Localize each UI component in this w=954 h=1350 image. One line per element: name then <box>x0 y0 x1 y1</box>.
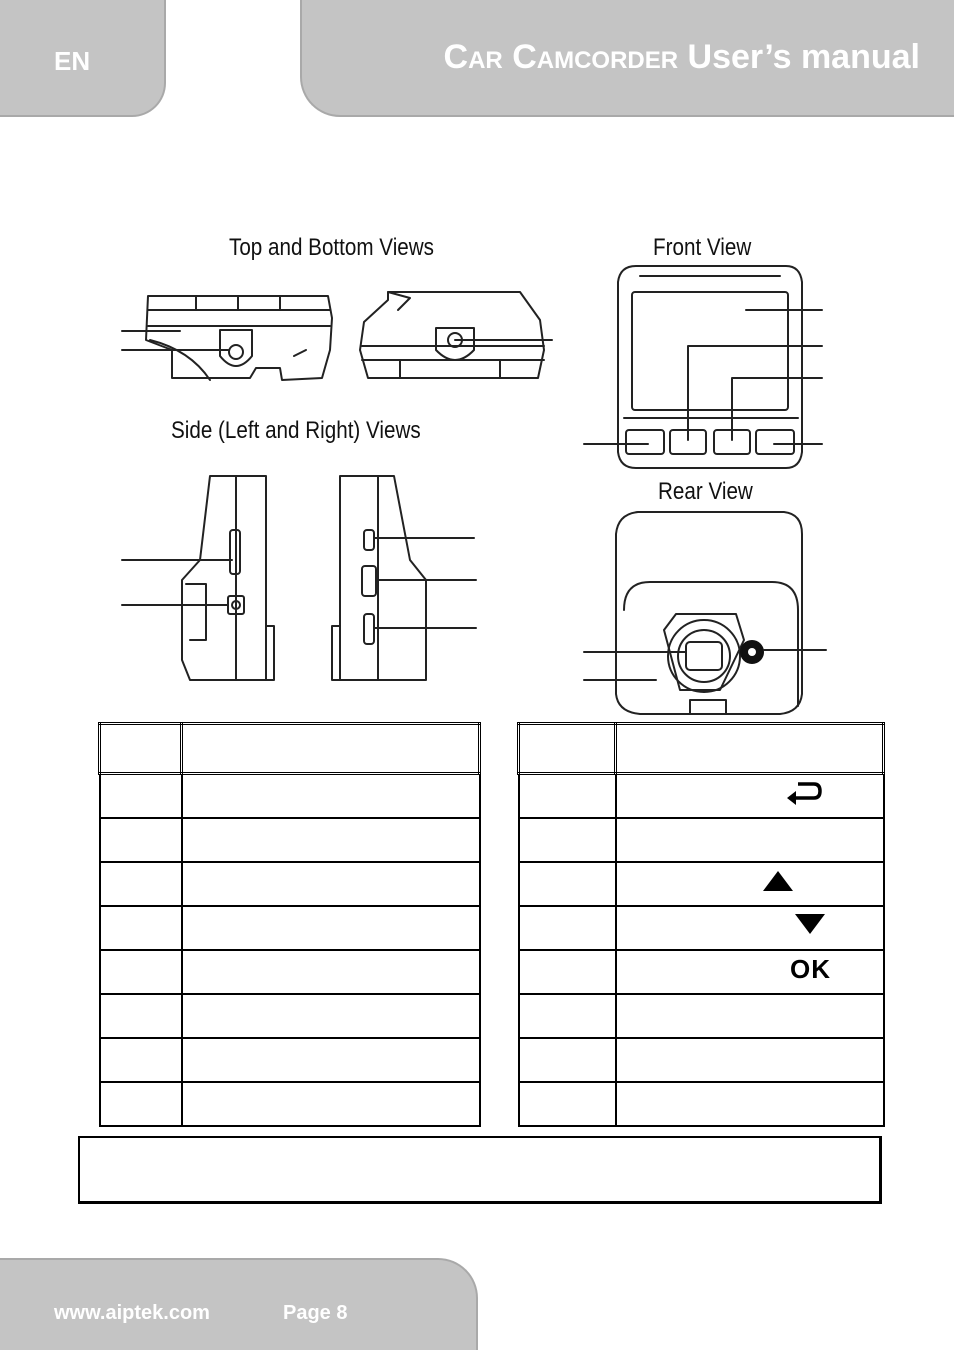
title-manual: User’s manual <box>687 38 920 76</box>
up-triangle-icon <box>762 870 794 892</box>
bottom-view-drawing <box>360 292 552 378</box>
title-product: Car Camcorder <box>443 38 679 76</box>
top-bottom-views-label: Top and Bottom Views <box>229 234 434 261</box>
table-row <box>100 1038 480 1082</box>
rear-view-label: Rear View <box>658 478 753 505</box>
ok-symbol: OK <box>790 954 831 984</box>
rear-view-drawing <box>584 512 826 714</box>
table-row <box>519 906 884 950</box>
table-row <box>519 994 884 1038</box>
table-row <box>100 906 480 950</box>
table-row <box>100 1082 480 1126</box>
footer-page-number: Page 8 <box>283 1302 348 1324</box>
top-view-drawing <box>122 296 332 380</box>
down-triangle-icon <box>794 913 826 935</box>
front-view-drawing <box>584 266 822 468</box>
table-header-row <box>100 724 480 774</box>
table-row <box>100 950 480 994</box>
table-row <box>100 994 480 1038</box>
footer-tab <box>0 1258 478 1350</box>
note-box <box>78 1136 882 1204</box>
table-header-row <box>519 724 884 774</box>
right-parts-table <box>517 722 885 1127</box>
table-row <box>519 862 884 906</box>
left-side-view-drawing <box>122 476 274 680</box>
table-row <box>100 818 480 862</box>
table-row <box>519 774 884 818</box>
table-row <box>100 862 480 906</box>
table-row <box>100 774 480 818</box>
table-row <box>519 1082 884 1126</box>
right-side-view-drawing <box>332 476 476 680</box>
left-parts-table <box>98 722 481 1127</box>
table-row <box>519 1038 884 1082</box>
front-view-label: Front View <box>653 234 752 261</box>
side-views-label: Side (Left and Right) Views <box>171 417 421 444</box>
table-row <box>519 818 884 862</box>
return-arrow-icon <box>784 780 824 806</box>
footer-website: www.aiptek.com <box>54 1302 210 1324</box>
language-code: EN <box>54 46 91 76</box>
